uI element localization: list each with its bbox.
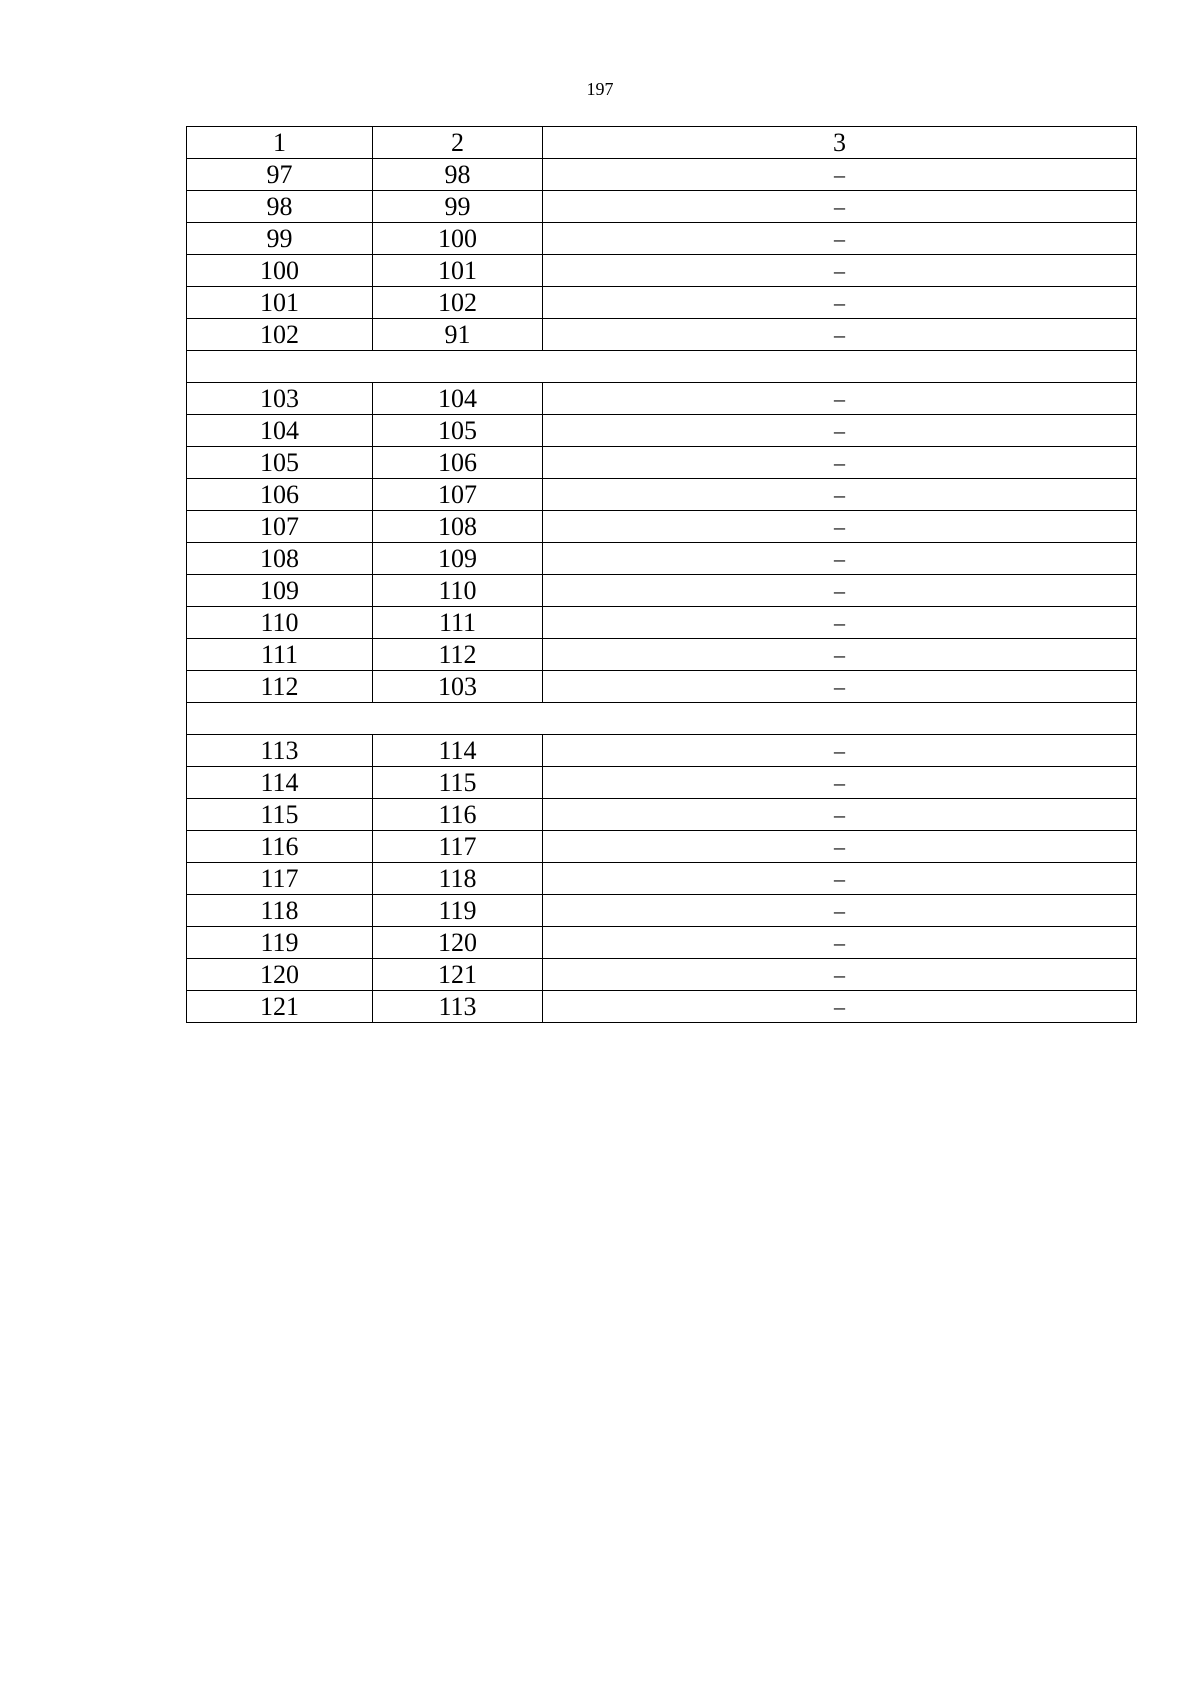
table-cell-col-2: 116 — [373, 799, 543, 831]
table-cell-col-2: 106 — [373, 447, 543, 479]
table-row — [187, 319, 1137, 351]
table-row — [187, 863, 1137, 895]
table-cell-col-1: 100 — [187, 255, 373, 287]
table-cell-col-2: 111 — [373, 607, 543, 639]
table-cell-col-3: – — [543, 383, 1137, 415]
table-cell-col-2: 110 — [373, 575, 543, 607]
table-row — [187, 927, 1137, 959]
table-cell-col-1: 107 — [187, 511, 373, 543]
table-cell-col-1: 112 — [187, 671, 373, 703]
table-cell-col-2: 98 — [373, 159, 543, 191]
table-row — [187, 799, 1137, 831]
table-cell-col-3: – — [543, 991, 1137, 1023]
group-separator-cell — [187, 351, 1137, 383]
table-cell-col-2: 107 — [373, 479, 543, 511]
table-cell-col-1: 98 — [187, 191, 373, 223]
table-row — [187, 895, 1137, 927]
table-cell-col-1: 109 — [187, 575, 373, 607]
table-cell-col-1: 120 — [187, 959, 373, 991]
table-cell-col-2: 114 — [373, 735, 543, 767]
table-row — [187, 383, 1137, 415]
table-cell-col-3: – — [543, 479, 1137, 511]
table-row — [187, 831, 1137, 863]
table-cell-col-1: 103 — [187, 383, 373, 415]
table-cell-col-1: 113 — [187, 735, 373, 767]
table-cell-col-2: 118 — [373, 863, 543, 895]
table-cell-col-2: 117 — [373, 831, 543, 863]
table-row — [187, 511, 1137, 543]
table-cell-col-3: – — [543, 767, 1137, 799]
header-cell-2: 2 — [373, 127, 543, 159]
table-cell-col-3: – — [543, 255, 1137, 287]
table-cell-col-3: – — [543, 447, 1137, 479]
table-cell-col-2: 113 — [373, 991, 543, 1023]
table-cell-col-3: – — [543, 639, 1137, 671]
table-cell-col-3: – — [543, 415, 1137, 447]
table-row — [187, 639, 1137, 671]
table-row — [187, 415, 1137, 447]
table-cell-col-3: – — [543, 671, 1137, 703]
table-cell-col-2: 103 — [373, 671, 543, 703]
table-row — [187, 575, 1137, 607]
table-cell-col-2: 109 — [373, 543, 543, 575]
group-separator-row — [187, 703, 1137, 735]
table-cell-col-1: 97 — [187, 159, 373, 191]
table-cell-col-1: 114 — [187, 767, 373, 799]
table-row — [187, 287, 1137, 319]
table-cell-col-1: 119 — [187, 927, 373, 959]
table-cell-col-1: 110 — [187, 607, 373, 639]
data-table — [186, 126, 1137, 1023]
table-cell-col-1: 99 — [187, 223, 373, 255]
table-cell-col-3: – — [543, 319, 1137, 351]
table-cell-col-2: 121 — [373, 959, 543, 991]
table-cell-col-2: 112 — [373, 639, 543, 671]
table-row — [187, 671, 1137, 703]
table-row — [187, 223, 1137, 255]
header-cell-1: 1 — [187, 127, 373, 159]
table-cell-col-2: 108 — [373, 511, 543, 543]
table-cell-col-3: – — [543, 959, 1137, 991]
table-row — [187, 159, 1137, 191]
header-cell-3: 3 — [543, 127, 1137, 159]
table-cell-col-1: 116 — [187, 831, 373, 863]
table-cell-col-1: 104 — [187, 415, 373, 447]
table-cell-col-1: 115 — [187, 799, 373, 831]
table-cell-col-2: 115 — [373, 767, 543, 799]
table-row — [187, 543, 1137, 575]
table-cell-col-2: 120 — [373, 927, 543, 959]
table-cell-col-2: 102 — [373, 287, 543, 319]
table-row — [187, 255, 1137, 287]
table-cell-col-3: – — [543, 735, 1137, 767]
table-cell-col-2: 91 — [373, 319, 543, 351]
table-cell-col-1: 118 — [187, 895, 373, 927]
table-cell-col-3: – — [543, 863, 1137, 895]
table-cell-col-2: 104 — [373, 383, 543, 415]
table-row — [187, 991, 1137, 1023]
table-cell-col-2: 105 — [373, 415, 543, 447]
table-row — [187, 447, 1137, 479]
table-row — [187, 479, 1137, 511]
table-cell-col-1: 106 — [187, 479, 373, 511]
page-number: 197 — [586, 79, 614, 99]
table-row — [187, 735, 1137, 767]
table-row — [187, 607, 1137, 639]
table-cell-col-3: – — [543, 927, 1137, 959]
table-cell-col-3: – — [543, 191, 1137, 223]
table-cell-col-3: – — [543, 799, 1137, 831]
table-cell-col-3: – — [543, 831, 1137, 863]
table-row — [187, 767, 1137, 799]
group-separator-cell — [187, 703, 1137, 735]
table-cell-col-1: 108 — [187, 543, 373, 575]
table-body — [187, 159, 1137, 1023]
table-header-row — [187, 127, 1137, 159]
table-cell-col-3: – — [543, 159, 1137, 191]
group-separator-row — [187, 351, 1137, 383]
table-row — [187, 191, 1137, 223]
table-cell-col-3: – — [543, 575, 1137, 607]
table-cell-col-3: – — [543, 895, 1137, 927]
table-cell-col-1: 105 — [187, 447, 373, 479]
table-cell-col-3: – — [543, 223, 1137, 255]
table-cell-col-1: 102 — [187, 319, 373, 351]
table-cell-col-3: – — [543, 543, 1137, 575]
table-cell-col-1: 111 — [187, 639, 373, 671]
table-cell-col-1: 121 — [187, 991, 373, 1023]
table-cell-col-2: 99 — [373, 191, 543, 223]
table-cell-col-2: 119 — [373, 895, 543, 927]
table-cell-col-1: 117 — [187, 863, 373, 895]
table-cell-col-2: 101 — [373, 255, 543, 287]
table-cell-col-2: 100 — [373, 223, 543, 255]
table-cell-col-3: – — [543, 607, 1137, 639]
table-cell-col-3: – — [543, 511, 1137, 543]
table-cell-col-3: – — [543, 287, 1137, 319]
table-row — [187, 959, 1137, 991]
table-cell-col-1: 101 — [187, 287, 373, 319]
